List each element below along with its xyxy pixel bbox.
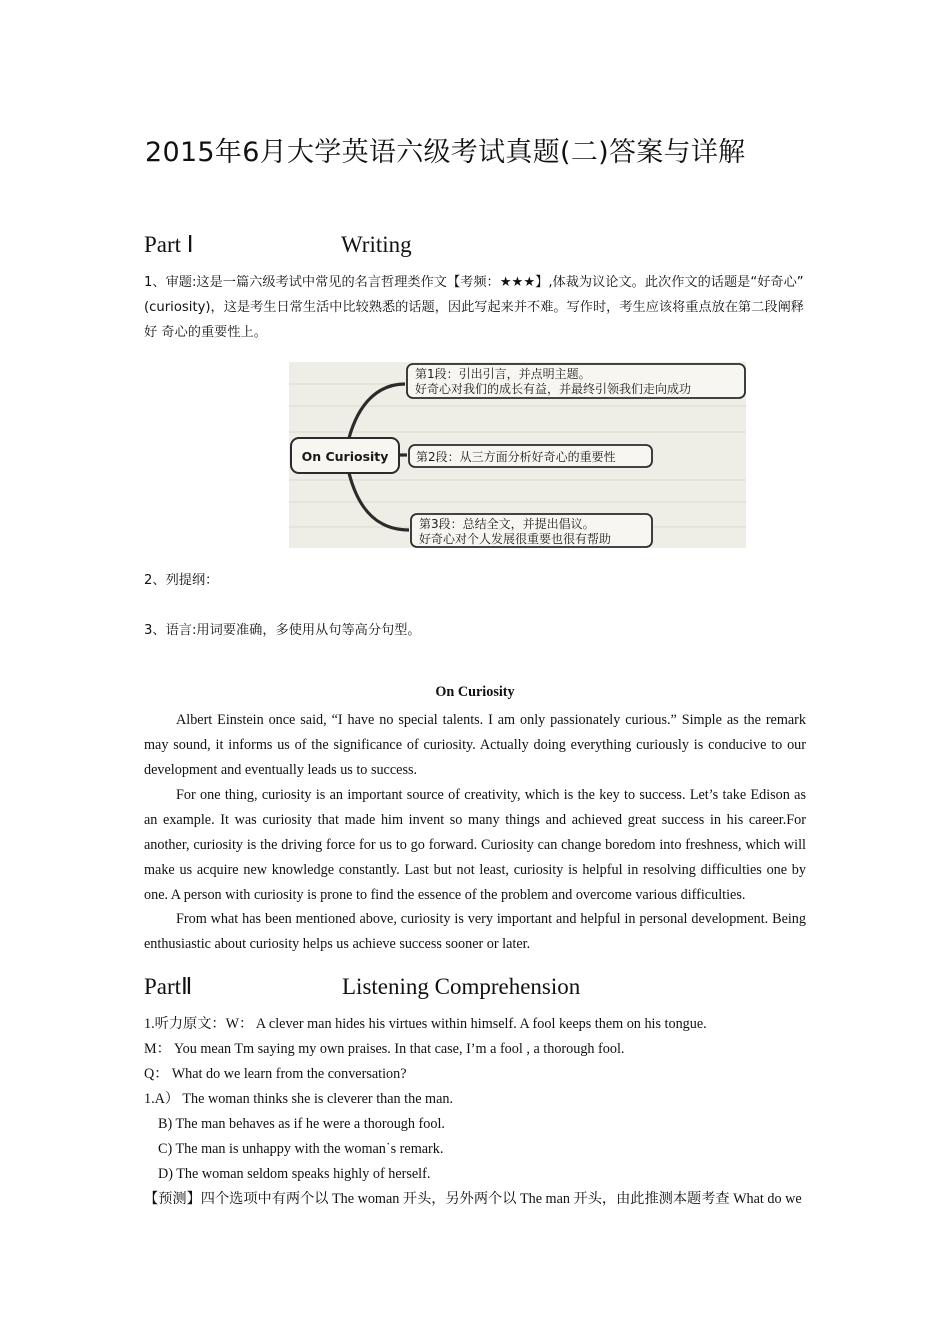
node3-line1: 第3段：总结全文，并提出倡议。 (419, 517, 595, 531)
step2-text: 2、列提纲： (144, 573, 219, 588)
q1-question: Q： What do we learn from the conversation? (144, 1066, 407, 1082)
q1-option-d: D) The woman seldom speaks highly of herself. (158, 1166, 431, 1182)
q1-option-b: B) The man behaves as if he were a thorough fool. (158, 1116, 445, 1132)
mindmap-figure (289, 362, 746, 548)
part1-name: Writing (341, 232, 412, 257)
essay-paragraph-3: From what has been mentioned above, curiosity is very important and helpful in personal development. Being enthusiastic about curiosity helps us achieve success sooner or later. (144, 911, 806, 952)
essay-paragraph-1: Albert Einstein once said, “I have no special talents. I am only passionately curious.” Simple as the remark may sound, it informs us of the significance of curiosity. Actually doing everything curiously is conducive to our development and eventually leads us to success. (144, 712, 806, 778)
node3-line2: 好奇心对个人发展很重要也很有帮助 (419, 532, 612, 546)
q1-option-c: C) The man is unhappy with the woman˙s remark. (158, 1141, 444, 1157)
center-node-label: On Curiosity (301, 449, 389, 464)
essay-paragraph-2: For one thing, curiosity is an important source of creativity, which is the key to success. Let’s take Edison as an example. It was curiosity that made him invent so many things and achieved great success in his career.For another, curiosity is the driving force for us to go forward. Curiosity can change boredom into freshness, which will make us acquire new knowledge constantly. Last but not least, curiosity is helpful in resolving difficulties one by one. A person with curiosity is prone to find the essence of the problem and overcome various difficulties. (144, 787, 806, 903)
q1-script-woman: 1.听力原文：W： A clever man hides his virtues within himself. A fool keeps them on his tongue. (144, 1016, 707, 1032)
q1-script-man: M： You mean Tm saying my own praises. In that case, I’m a fool , a thorough fool. (144, 1041, 625, 1057)
part1-label: Part Ⅰ (144, 232, 194, 257)
step3-text: 3、语言:用词要准确，多使用从句等高分句型。 (144, 623, 421, 638)
step1-text: 1、审题:这是一篇六级考试中常见的名言哲理类作文【考频：★★★】,体裁为议论文。此次作文的话题是“好奇心” (curiosity)，这是考生日常生活中比较熟悉的话题，因此写起来并不难。写作时，考生应该将重点放在第二段阐释好 奇心的重要性上。 (144, 275, 804, 340)
mindmap-svg (289, 362, 746, 548)
node1-line1: 第1段：引出引言，并点明主题。 (415, 367, 591, 381)
essay-title: On Curiosity (435, 684, 515, 700)
part2-label: PartⅡ (144, 974, 193, 999)
q1-prediction: 【预测】四个选项中有两个以 The woman 开头，另外两个以 The man 开头，由此推测本题考查 What do we (144, 1191, 802, 1207)
node1-line2: 好奇心对我们的成长有益，并最终引领我们走向成功 (415, 382, 692, 396)
q1-option-a: 1.A） The woman thinks she is cleverer than the man. (144, 1091, 454, 1107)
node2-label: 第2段：从三方面分析好奇心的重要性 (416, 450, 616, 464)
part2-name: Listening Comprehension (342, 974, 581, 999)
page-title: 2015年6月大学英语六级考试真题(二)答案与详解 (145, 137, 746, 168)
